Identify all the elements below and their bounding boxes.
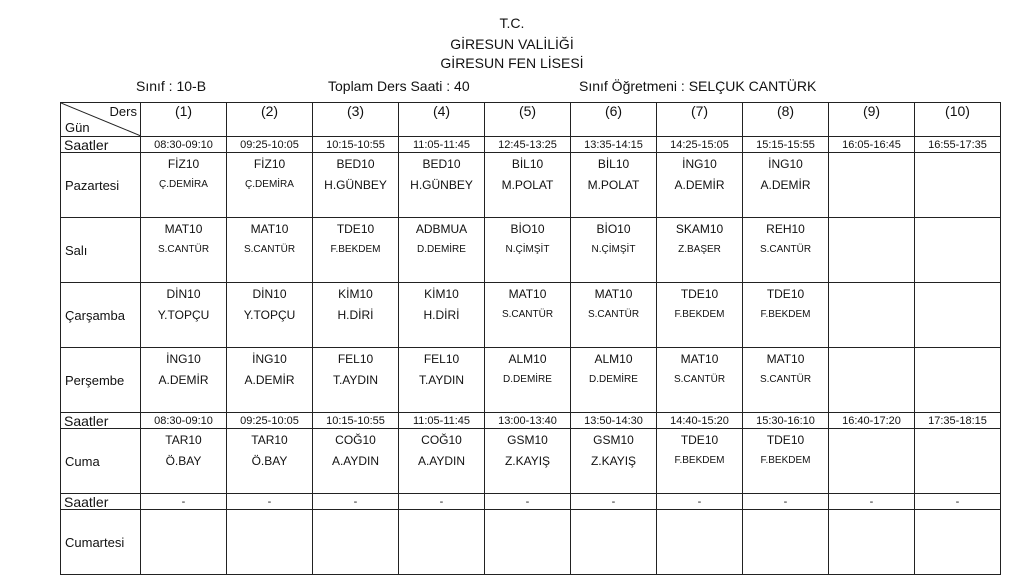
lesson-cell bbox=[829, 218, 915, 283]
lesson-cell bbox=[227, 348, 313, 413]
timetable bbox=[60, 102, 1001, 575]
teacher-name: Ç.DEMİRA bbox=[159, 179, 208, 190]
lesson-cell bbox=[313, 429, 399, 494]
lesson-code: DİN10 bbox=[252, 287, 287, 301]
lesson-code: KİM10 bbox=[424, 287, 459, 301]
period-number: (9) bbox=[829, 103, 915, 137]
teacher-name: A.AYDIN bbox=[331, 454, 380, 468]
lesson-cell bbox=[829, 153, 915, 218]
lesson-cell bbox=[141, 348, 227, 413]
teacher-name: A.DEMİR bbox=[244, 373, 295, 387]
lesson-cell bbox=[313, 218, 399, 283]
saatler-row bbox=[61, 137, 1001, 153]
day-name: Cuma bbox=[61, 429, 141, 494]
teacher-name: S.CANTÜR bbox=[759, 244, 812, 255]
corner-cell bbox=[61, 103, 141, 137]
teacher-name: H.GÜNBEY bbox=[324, 178, 387, 192]
lesson-cell bbox=[141, 218, 227, 283]
total-hours-label: Toplam Ders Saati : 40 bbox=[328, 78, 470, 94]
lesson-cell bbox=[743, 510, 829, 575]
day-name: Perşembe bbox=[61, 348, 141, 413]
lesson-code: BİO10 bbox=[510, 222, 545, 236]
time-slot: 11:05-11:45 bbox=[399, 137, 485, 153]
lesson-cell bbox=[313, 510, 399, 575]
time-slot: 10:15-10:55 bbox=[313, 137, 399, 153]
lesson-cell bbox=[399, 153, 485, 218]
teacher-name: A.DEMİR bbox=[158, 373, 209, 387]
time-slot: 16:05-16:45 bbox=[829, 137, 915, 153]
teacher-name: S.CANTÜR bbox=[673, 374, 726, 385]
lesson-code: MAT10 bbox=[508, 287, 547, 301]
period-number: (2) bbox=[227, 103, 313, 137]
lesson-code: KİM10 bbox=[338, 287, 373, 301]
period-number: (3) bbox=[313, 103, 399, 137]
teacher-name: T.AYDIN bbox=[332, 373, 379, 387]
teacher-name: S.CANTÜR bbox=[157, 244, 210, 255]
teacher-name: Z.BAŞER bbox=[678, 244, 721, 255]
teacher-name: F.BEKDEM bbox=[674, 309, 725, 320]
header-line-2: GİRESUN VALİLİĞİ bbox=[450, 36, 574, 52]
time-slot: 08:30-09:10 bbox=[141, 413, 227, 429]
lesson-cell bbox=[657, 218, 743, 283]
saatler-label: Saatler bbox=[61, 137, 141, 153]
lesson-cell bbox=[657, 153, 743, 218]
corner-gun-label: Gün bbox=[65, 120, 90, 135]
day-row-persembe bbox=[61, 348, 1001, 413]
period-number: (8) bbox=[743, 103, 829, 137]
teacher-name: H.DİRİ bbox=[337, 308, 374, 322]
saatler-row bbox=[61, 494, 1001, 510]
time-slot: - bbox=[571, 494, 657, 510]
day-name: Pazartesi bbox=[61, 153, 141, 218]
period-number: (6) bbox=[571, 103, 657, 137]
time-slot: 09:25-10:05 bbox=[227, 413, 313, 429]
time-slot: - bbox=[313, 494, 399, 510]
period-header-row bbox=[61, 103, 1001, 137]
lesson-cell bbox=[485, 429, 571, 494]
lesson-code: MAT10 bbox=[164, 222, 203, 236]
lesson-cell bbox=[571, 283, 657, 348]
day-row-cumartesi bbox=[61, 510, 1001, 575]
time-slot: - bbox=[227, 494, 313, 510]
lesson-code: TDE10 bbox=[766, 433, 805, 447]
lesson-cell bbox=[829, 510, 915, 575]
lesson-cell bbox=[399, 510, 485, 575]
time-slot: 14:25-15:05 bbox=[657, 137, 743, 153]
teacher-name: S.CANTÜR bbox=[587, 309, 640, 320]
time-slot: 13:00-13:40 bbox=[485, 413, 571, 429]
lesson-cell bbox=[743, 348, 829, 413]
time-slot: 16:40-17:20 bbox=[829, 413, 915, 429]
period-number: (5) bbox=[485, 103, 571, 137]
lesson-cell bbox=[915, 283, 1001, 348]
lesson-cell bbox=[485, 218, 571, 283]
lesson-code: GSM10 bbox=[507, 433, 548, 447]
time-slot: 13:35-14:15 bbox=[571, 137, 657, 153]
lesson-cell bbox=[485, 510, 571, 575]
teacher-name: S.CANTÜR bbox=[501, 309, 554, 320]
lesson-code: TDE10 bbox=[336, 222, 375, 236]
time-slot: 17:35-18:15 bbox=[915, 413, 1001, 429]
day-name: Salı bbox=[61, 218, 141, 283]
lesson-code: TAR10 bbox=[251, 433, 288, 447]
teacher-name: H.DİRİ bbox=[423, 308, 460, 322]
teacher-name: D.DEMİRE bbox=[589, 374, 638, 385]
lesson-cell bbox=[399, 429, 485, 494]
lesson-code: ALM10 bbox=[508, 352, 547, 366]
time-slot: - bbox=[657, 494, 743, 510]
teacher-name: F.BEKDEM bbox=[330, 244, 381, 255]
lesson-cell bbox=[313, 153, 399, 218]
lesson-cell bbox=[313, 348, 399, 413]
lesson-code: BED10 bbox=[422, 157, 461, 171]
header-line-3: GİRESUN FEN LİSESİ bbox=[440, 55, 584, 71]
lesson-code: BED10 bbox=[336, 157, 375, 171]
time-slot: 11:05-11:45 bbox=[399, 413, 485, 429]
teacher-name: Y.TOPÇU bbox=[157, 308, 210, 322]
day-row-pazartesi bbox=[61, 153, 1001, 218]
lesson-cell bbox=[485, 348, 571, 413]
day-row-carsamba bbox=[61, 283, 1001, 348]
lesson-code: REH10 bbox=[766, 222, 805, 236]
time-slot: 10:15-10:55 bbox=[313, 413, 399, 429]
lesson-cell bbox=[399, 218, 485, 283]
lesson-cell bbox=[657, 429, 743, 494]
teacher-name: D.DEMİRE bbox=[417, 244, 466, 255]
lesson-cell bbox=[915, 510, 1001, 575]
saatler-label: Saatler bbox=[61, 413, 141, 429]
saatler-row bbox=[61, 413, 1001, 429]
lesson-cell bbox=[141, 153, 227, 218]
teacher-name: F.BEKDEM bbox=[760, 455, 811, 466]
period-number: (4) bbox=[399, 103, 485, 137]
lesson-code: BİL10 bbox=[597, 157, 630, 171]
class-teacher-label: Sınıf Öğretmeni : SELÇUK CANTÜRK bbox=[579, 78, 817, 94]
time-slot: 15:15-15:55 bbox=[743, 137, 829, 153]
period-number: (7) bbox=[657, 103, 743, 137]
lesson-cell bbox=[227, 153, 313, 218]
lesson-code: TDE10 bbox=[680, 433, 719, 447]
lesson-cell bbox=[743, 218, 829, 283]
time-slot: 16:55-17:35 bbox=[915, 137, 1001, 153]
lesson-code: DİN10 bbox=[166, 287, 201, 301]
lesson-code: İNG10 bbox=[252, 352, 287, 366]
lesson-code: GSM10 bbox=[593, 433, 634, 447]
teacher-name: Z.KAYIŞ bbox=[504, 454, 551, 468]
lesson-cell bbox=[743, 283, 829, 348]
lesson-cell bbox=[915, 429, 1001, 494]
teacher-name: H.GÜNBEY bbox=[410, 178, 473, 192]
lesson-code: TDE10 bbox=[680, 287, 719, 301]
lesson-cell bbox=[829, 429, 915, 494]
lesson-cell bbox=[571, 510, 657, 575]
lesson-cell bbox=[657, 510, 743, 575]
teacher-name: S.CANTÜR bbox=[759, 374, 812, 385]
teacher-name: N.ÇİMŞİT bbox=[505, 244, 550, 255]
lesson-code: İNG10 bbox=[166, 352, 201, 366]
lesson-cell bbox=[227, 283, 313, 348]
teacher-name: Y.TOPÇU bbox=[243, 308, 296, 322]
lesson-cell bbox=[571, 153, 657, 218]
lesson-code: TAR10 bbox=[165, 433, 202, 447]
time-slot: 14:40-15:20 bbox=[657, 413, 743, 429]
teacher-name: M.POLAT bbox=[587, 178, 640, 192]
lesson-cell bbox=[829, 348, 915, 413]
period-number: (10) bbox=[915, 103, 1001, 137]
lesson-cell bbox=[141, 283, 227, 348]
lesson-code: TDE10 bbox=[766, 287, 805, 301]
teacher-name: N.ÇİMŞİT bbox=[591, 244, 636, 255]
lesson-code: BİO10 bbox=[596, 222, 631, 236]
lesson-cell bbox=[743, 153, 829, 218]
day-row-sali bbox=[61, 218, 1001, 283]
lesson-code: ALM10 bbox=[594, 352, 633, 366]
time-slot: - bbox=[915, 494, 1001, 510]
time-slot: 13:50-14:30 bbox=[571, 413, 657, 429]
lesson-cell bbox=[915, 218, 1001, 283]
lesson-code: COĞ10 bbox=[421, 433, 462, 447]
lesson-code: COĞ10 bbox=[335, 433, 376, 447]
lesson-cell bbox=[571, 429, 657, 494]
time-slot: - bbox=[485, 494, 571, 510]
lesson-code: FEL10 bbox=[337, 352, 374, 366]
time-slot: - bbox=[829, 494, 915, 510]
time-slot: - bbox=[141, 494, 227, 510]
lesson-cell bbox=[743, 429, 829, 494]
lesson-code: FEL10 bbox=[423, 352, 460, 366]
lesson-code: ADBMUA bbox=[415, 222, 468, 236]
lesson-code: MAT10 bbox=[250, 222, 289, 236]
lesson-code: MAT10 bbox=[594, 287, 633, 301]
corner-ders-label: Ders bbox=[109, 104, 137, 119]
saatler-label: Saatler bbox=[61, 494, 141, 510]
lesson-cell bbox=[313, 283, 399, 348]
lesson-cell bbox=[829, 283, 915, 348]
day-name: Cumartesi bbox=[61, 510, 141, 575]
lesson-cell bbox=[227, 218, 313, 283]
lesson-cell bbox=[657, 348, 743, 413]
lesson-code: MAT10 bbox=[680, 352, 719, 366]
teacher-name: S.CANTÜR bbox=[243, 244, 296, 255]
teacher-name: A.DEMİR bbox=[760, 178, 811, 192]
time-slot: 12:45-13:25 bbox=[485, 137, 571, 153]
lesson-code: SKAM10 bbox=[675, 222, 724, 236]
time-slot: 08:30-09:10 bbox=[141, 137, 227, 153]
time-slot: - bbox=[743, 494, 829, 510]
lesson-cell bbox=[571, 218, 657, 283]
teacher-name: D.DEMİRE bbox=[503, 374, 552, 385]
lesson-cell bbox=[227, 510, 313, 575]
teacher-name: A.DEMİR bbox=[674, 178, 725, 192]
header-line-1: T.C. bbox=[499, 15, 525, 31]
teacher-name: Ö.BAY bbox=[251, 454, 288, 468]
teacher-name: F.BEKDEM bbox=[674, 455, 725, 466]
time-slot: - bbox=[399, 494, 485, 510]
teacher-name: M.POLAT bbox=[501, 178, 554, 192]
lesson-cell bbox=[141, 429, 227, 494]
teacher-name: F.BEKDEM bbox=[760, 309, 811, 320]
lesson-code: BİL10 bbox=[511, 157, 544, 171]
class-label: Sınıf : 10-B bbox=[136, 78, 207, 94]
lesson-cell bbox=[915, 153, 1001, 218]
lesson-cell bbox=[915, 348, 1001, 413]
lesson-cell bbox=[571, 348, 657, 413]
lesson-cell bbox=[485, 283, 571, 348]
teacher-name: Z.KAYIŞ bbox=[590, 454, 637, 468]
teacher-name: Ç.DEMİRA bbox=[245, 179, 294, 190]
teacher-name: Ö.BAY bbox=[165, 454, 202, 468]
lesson-cell bbox=[485, 153, 571, 218]
lesson-cell bbox=[657, 283, 743, 348]
lesson-cell bbox=[399, 283, 485, 348]
time-slot: 15:30-16:10 bbox=[743, 413, 829, 429]
lesson-code: İNG10 bbox=[682, 157, 717, 171]
day-row-cuma bbox=[61, 429, 1001, 494]
lesson-cell bbox=[141, 510, 227, 575]
day-name: Çarşamba bbox=[61, 283, 141, 348]
teacher-name: A.AYDIN bbox=[417, 454, 466, 468]
lesson-cell bbox=[399, 348, 485, 413]
teacher-name: T.AYDIN bbox=[418, 373, 465, 387]
lesson-cell bbox=[227, 429, 313, 494]
lesson-code: MAT10 bbox=[766, 352, 805, 366]
period-number: (1) bbox=[141, 103, 227, 137]
lesson-code: FİZ10 bbox=[167, 157, 200, 171]
lesson-code: İNG10 bbox=[768, 157, 803, 171]
time-slot: 09:25-10:05 bbox=[227, 137, 313, 153]
lesson-code: FİZ10 bbox=[253, 157, 286, 171]
